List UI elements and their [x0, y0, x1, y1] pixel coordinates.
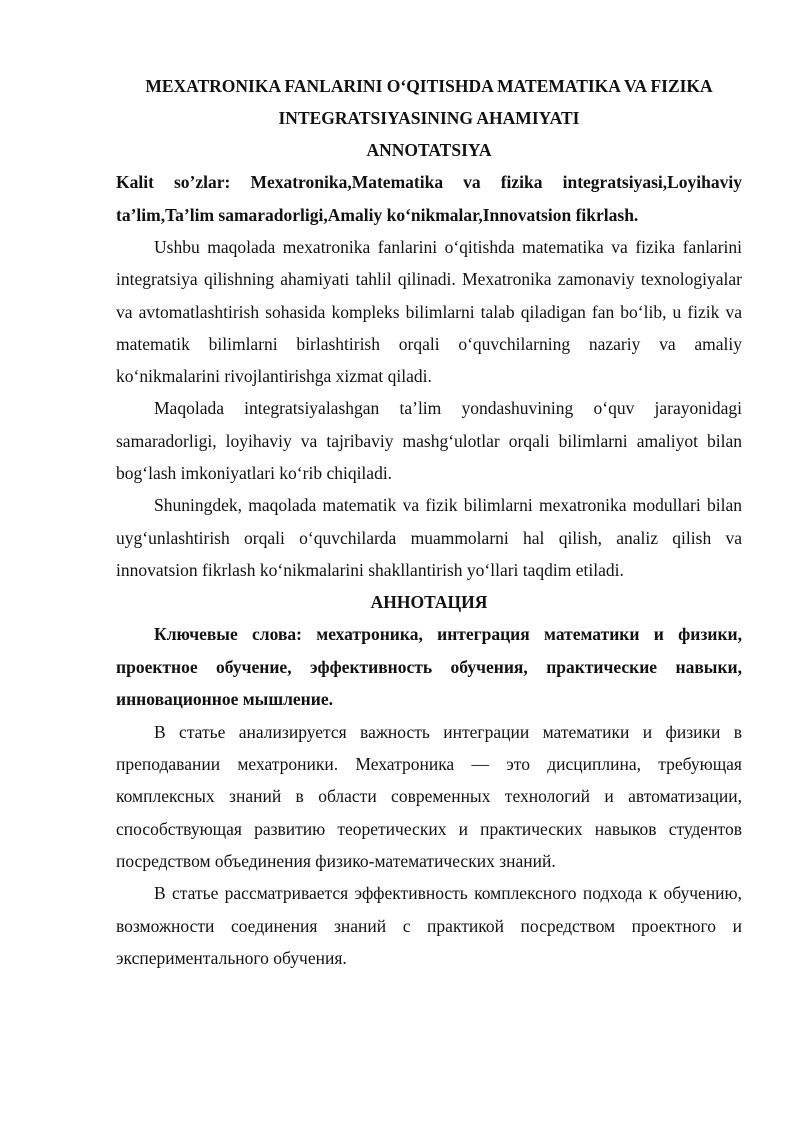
uz-paragraph-2: Maqolada integratsiyalashgan ta’lim yondashuvining o‘quv jarayonidagi samaradorligi, loyihaviy va tajribaviy mashg‘ulotlar orqali bilimlarni amaliyot bilan bog‘lash imkoniyatlari ko‘rib chiqiladi. [116, 398, 742, 484]
document-page [116, 70, 742, 974]
ru-keywords: Ключевые слова: мехатроника, интеграция математики и физики, проектное обучение, эффективность обучения, практические навыки, инновационное мышление. [116, 624, 742, 710]
uz-paragraph-1: Ushbu maqolada mexatronika fanlarini o‘qitishda matematika va fizika fanlarini integratsiya qilishning ahamiyati tahlil qilinadi. Mexatronika zamonaviy texnologiyalar va avtomatlashtirish sohasida kompleks bilimlarni talab qiladigan fan bo‘lib, u fizik va matematik bilimlarni birlashtirish orqali o‘quvchilarning nazariy va amaliy ko‘nikmalarini rivojlantirishga xizmat qiladi. [116, 237, 742, 387]
uz-keywords: Kalit so’zlar: Mexatronika,Matematika va fizika integratsiyasi,Loyihaviy ta’lim,Ta’lim samaradorligi,Amaliy ko‘nikmalar,Innovatsion fikrlash. [116, 172, 742, 225]
ru-annotation-heading: АННОТАЦИЯ [370, 592, 488, 613]
uz-paragraph-3: Shuningdek, maqolada matematik va fizik bilimlarni mexatronika modullari bilan uyg‘unlashtirish orqali o‘quvchilarda muammolarni hal qilish, analiz qilish va innovatsion fikrlash ko‘nikmalarini shakllantirish yo‘llari taqdim etiladi. [116, 495, 742, 580]
ru-paragraph-2: В статье рассматривается эффективность комплексного подхода к обучению, возможности соединения знаний с практикой посредством проектного и экспериментального обучения. [116, 883, 742, 968]
ru-paragraph-1: В статье анализируется важность интеграции математики и физики в преподавании мехатроники. Мехатроника — это дисциплина, требующая комплексных знаний в области современных технологий и автоматизации, способствующая развитию теоретических и практических навыков студентов посредством объединения физико-математических знаний. [116, 721, 742, 871]
article-title: MEXATRONIKA FANLARINI O‘QITISHDA MATEMATIKA VA FIZIKA INTEGRATSIYASINING AHAMIYATI [145, 76, 713, 128]
uz-annotation-heading: ANNOTATSIYA [366, 140, 492, 160]
